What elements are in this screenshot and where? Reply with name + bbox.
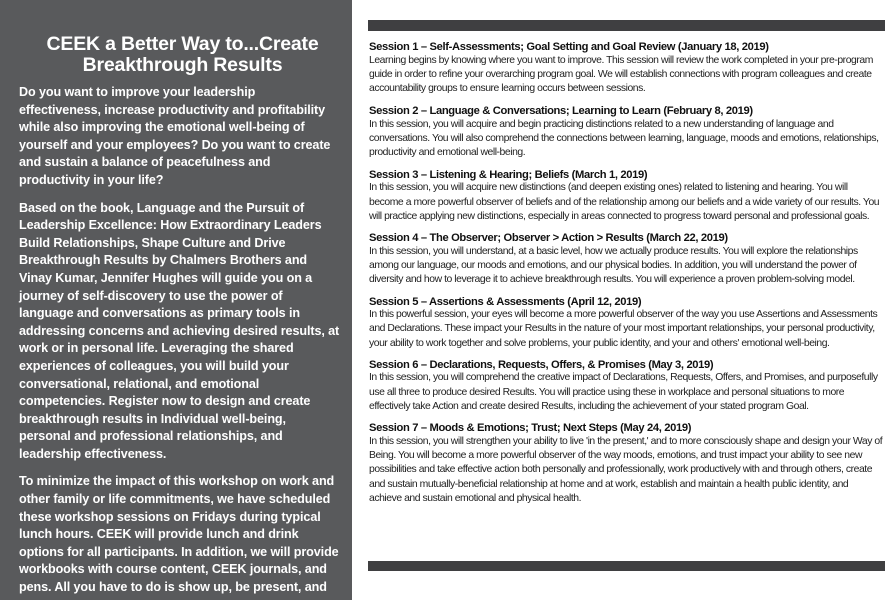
session-6 [369,359,883,414]
session-description: In this session, you will strengthen your ability to live 'in the present,' and to more consciously shape and design your Way of Being. You will become a more powerful observer of the way moods, emotions, and trust impact your ability to see new possibilities and take effective action both personally and professionally, work productively with and through others, create and sustain mutually-beneficial relationship at home and at work, establish and maintain a health public identity, and achieve and sustain emotional and physical health. [369,435,883,505]
session-title: Session 1 – Self-Assessments; Goal Setting and Goal Review (January 18, 2019) [369,41,769,53]
session-title: Session 6 – Declarations, Requests, Offers, & Promises (May 3, 2019) [369,358,714,371]
session-description: In this session, you will acquire and begin practicing distinctions related to a new understanding of language and conversations. You will also comprehend the connections between learning, language, moods and emotions, relationships, productivity and emotional well-being. [369,118,879,159]
session-description: In this session, you will comprehend the creative impact of Declarations, Requests, Offers, and Promises, and purposefully use all three to produce desired Results. You will practice using these in workplace and personal situations to more effectively take Action and create desired Results, including the achievement of your stated program Goal. [369,372,878,413]
session-1 [369,41,883,96]
session-list [369,41,883,514]
session-4 [369,232,883,287]
session-description: Learning begins by knowing where you want to improve. This session will review the work completed in your pre-program guide in order to refine your overarching program goal. We will establish connections with program colleagues and create accountability groups to ensure learning occurs between sessions. [369,54,873,95]
intro-panel [0,0,352,612]
session-5 [369,296,883,351]
session-title: Session 3 – Listening & Hearing; Beliefs (March 1, 2019) [369,168,648,181]
session-3 [369,169,883,224]
session-title: Session 7 – Moods & Emotions; Trust; Next Steps (May 24, 2019) [369,422,692,435]
intro-paragraph-book: Based on the book, Language and the Pursuit of Leadership Excellence: How Extraordinary Leaders Build Relationships, Shape Culture and Drive Breakthrough Results by Chalmers Brothers and Vinay Kumar, Jennifer Hughes will guide you on a journey of self-discovery to use the power of language and conversations as primary tools in addressing concerns and achieving desired results, at work or in personal life. Leveraging the shared experiences of colleagues, you will build your conversational, relational, and emotional competencies. Register now to design and create breakthrough results in Individual well-being, personal and professional relationships, and leadership effectiveness. [19,200,340,461]
session-title: Session 2 – Language & Conversations; Learning to Learn (February 8, 2019) [369,105,753,118]
intro-paragraph-logistics: To minimize the impact of this workshop on work and other family or life commitments, we have scheduled these workshop sessions on Fridays during typical lunch hours. CEEK will provide lunch and drink options for all participants. In addition, we will provide workbooks with course content, CEEK journals, and pens. All you have to do is show up, be present, and CEEK a Better Way! [19,474,339,612]
page-title: CEEK a Better Way to...Create Breakthrough Results [46,33,319,76]
session-description: In this powerful session, your eyes will become a more powerful observer of the way you use Assertions and Assessments and Declarations. These impact your Results in the nature of your most important relationships, your personal productivity, your ability to work together and solve problems, your public identity, and your and others' emotional well-being. [369,309,878,349]
intro-paragraph-questions: Do you want to improve your leadership effectiveness, increase productivity and profitability while also improving the emotional well-being of yourself and your employees? Do you want to create and sustain a balance of peacefulness and productivity in your life? [19,85,331,187]
bottom-divider-bar [368,561,885,571]
top-divider-bar [368,20,885,31]
session-7 [369,422,883,506]
session-title: Session 4 – The Observer; Observer > Action > Results (March 22, 2019) [369,232,728,245]
session-title: Session 5 – Assertions & Assessments (April 12, 2019) [369,295,642,308]
session-description: In this session, you will understand, at a basic level, how we actually produce results. You will explore the relationships among our language, our moods and emotions, and our physical bodies. In addition, you will understand the power of diversity and how to leverage it to achieve breakthrough results. You will experience a proven problem-solving model. [369,245,858,286]
session-description: In this session, you will acquire new distinctions (and deepen existing ones) related to listening and hearing. You will become a more powerful observer of beliefs and of the relationship among our beliefs and a wide variety of our results. You will practice applying new distinctions, especially in areas connected to progress toward personal and professional goals. [369,182,880,222]
session-2 [369,105,883,160]
